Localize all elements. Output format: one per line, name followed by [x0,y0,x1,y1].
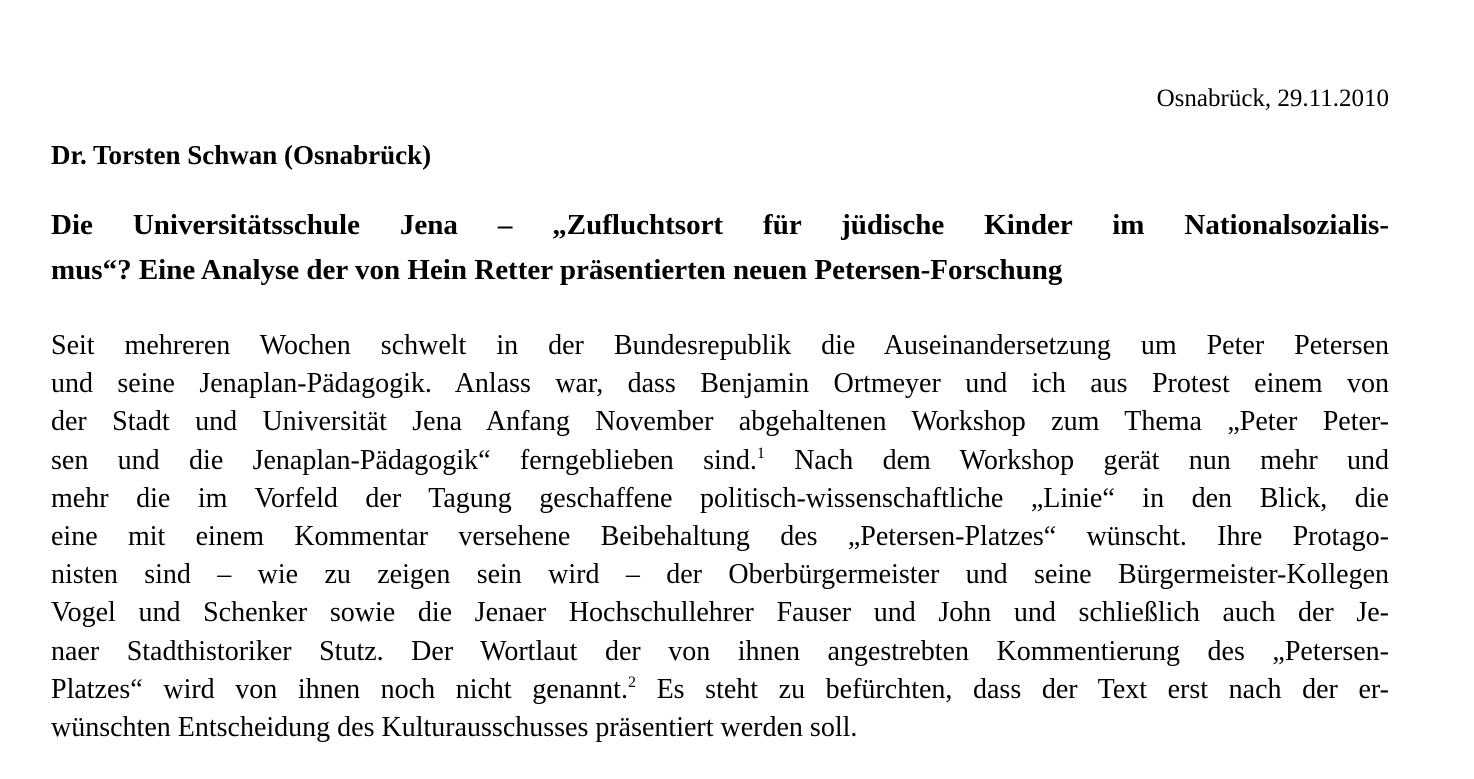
paragraph-line-text: Seit mehreren Wochen schwelt in der Bundesrepublik die Auseinandersetzung um Peter Petersen [51,330,1389,361]
paragraph-line [51,709,1389,747]
paragraph-line [51,633,1389,671]
paragraph-line-text: wünschten Entscheidung des Kulturausschusses präsentiert werden soll. [51,711,858,743]
paragraph-line [51,480,1389,518]
paragraph-text-segment: sen und die Jenaplan-Pädagogik“ ferngeblieben sind. [51,444,757,476]
paragraph-line-text: Vogel und Schenker sowie die Jenaer Hochschullehrer Fauser und John und schließlich auch der Je- [51,597,1389,629]
paragraph-line-text [51,671,1389,709]
paragraph-line [51,442,1389,480]
paragraph-line-text [51,442,1389,480]
paragraph-text-segment: Platzes“ wird von ihnen noch nicht genannt. [51,673,628,705]
body-paragraph [51,327,1389,747]
title-line [51,207,1389,252]
paragraph-line [51,403,1389,441]
author-name: Dr. Torsten Schwan (Osnabrück) [51,140,432,170]
paragraph-line-text: und seine Jenaplan-Pädagogik. Anlass war, dass Benjamin Ortmeyer und ich aus Protest einem von [51,368,1389,400]
paragraph-text-segment: Nach dem Workshop gerät nun mehr und [794,444,1389,476]
title-line-text: mus“? Eine Analyse der von Hein Retter präsentierten neuen Petersen-Forschung [51,254,1063,286]
document-date: Osnabrück, 29.11.2010 [1156,85,1389,112]
paragraph-line [51,556,1389,594]
document-title [51,207,1389,297]
title-line [51,252,1389,297]
title-line-text: Die Universitätsschule Jena – „Zufluchtsort für jüdische Kinder im Nationalsozialis- [51,209,1389,241]
paragraph-line-text: eine mit einem Kommentar versehene Beibehaltung des „Petersen-Platzes“ wünscht. Ihre Protago- [51,520,1389,552]
paragraph-line [51,327,1389,365]
paragraph-text-segment: Es steht zu befürchten, dass der Text erst nach der er- [656,673,1389,705]
paragraph-line-text: nisten sind – wie zu zeigen sein wird – der Oberbürgermeister und seine Bürgermeister-Kollegen [51,559,1389,591]
paragraph-line [51,671,1389,709]
paragraph-line [51,518,1389,556]
footnote-marker: 1 [756,444,765,462]
paragraph-line-text: naer Stadthistoriker Stutz. Der Wortlaut der von ihnen angestrebten Kommentierung des „Petersen- [51,635,1389,667]
footnote-marker: 2 [627,673,636,691]
paragraph-line-text: der Stadt und Universität Jena Anfang November abgehaltenen Workshop zum Thema „Peter Peter- [51,406,1389,438]
paragraph-line [51,365,1389,403]
paragraph-line-text: mehr die im Vorfeld der Tagung geschaffene politisch-wissenschaftliche „Linie“ in den Blick, die [51,482,1389,514]
paragraph-line [51,594,1389,632]
